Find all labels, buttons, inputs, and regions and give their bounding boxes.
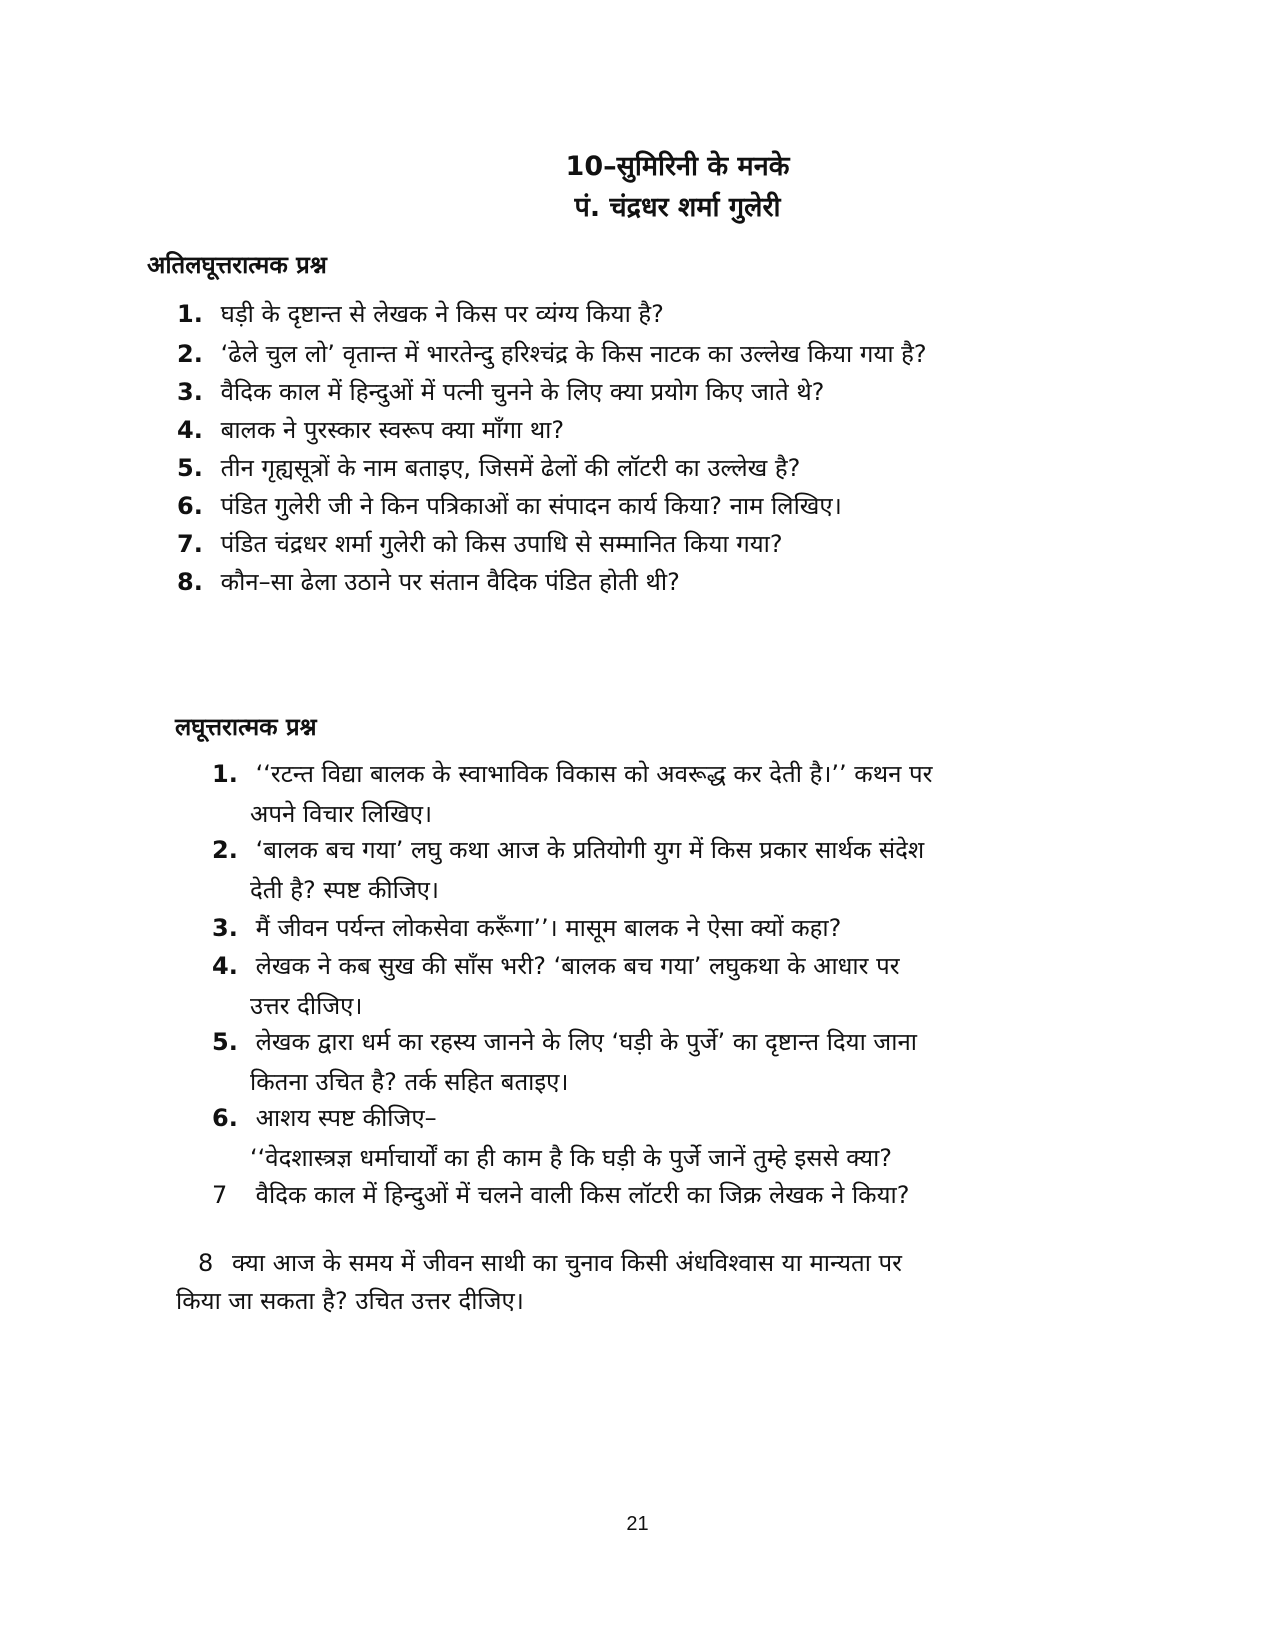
author-name: पं. चंद्रधर शर्मा गुलेरी (574, 192, 781, 223)
list-item: 1. ‘‘रटन्त विद्या बालक के स्वाभाविक विकास को अवरूद्ध कर देती है।’’ कथन पर अपने विचार लिखिए। (212, 760, 933, 828)
list-item: 8. कौन–सा ढेला उठाने पर संतान वैदिक पंडित होती थी? (177, 568, 680, 596)
list-item: 3. मैं जीवन पर्यन्त लोकसेवा करूँगा’’। मासूम बालक ने ऐसा क्यों कहा? (212, 914, 842, 942)
list-item: 7 वैदिक काल में हिन्दुओं में चलने वाली किस लॉटरी का जिक्र लेखक ने किया? (212, 1181, 910, 1209)
list-item: 4. लेखक ने कब सुख की साँस भरी? ‘बालक बच गया’ लघुकथा के आधार पर उत्तर दीजिए। (212, 952, 900, 1020)
page-number: 21 (626, 1513, 649, 1535)
list-item: 3. वैदिक काल में हिन्दुओं में पत्नी चुनने के लिए क्या प्रयोग किए जाते थे? (177, 378, 825, 406)
list-item: 1. घड़ी के दृष्टान्त से लेखक ने किस पर व्यंग्य किया है? (177, 300, 664, 328)
list-item: 6. आशय स्पष्ट कीजिए– ‘‘वेदशास्त्रज्ञ धर्माचार्यों का ही काम है कि घड़ी के पुर्जे जानें तुम्हे इससे क्या? (212, 1104, 893, 1172)
section-heading-very-short: अतिलघूत्तरात्मक प्रश्न (147, 251, 327, 279)
list-item-continuation: किया जा सकता है? उचित उत्तर दीजिए। (176, 1287, 524, 1315)
list-item: 6. पंडित गुलेरी जी ने किन पत्रिकाओं का संपादन कार्य किया? नाम लिखिए। (177, 492, 842, 520)
list-item: 4. बालक ने पुरस्कार स्वरूप क्या माँगा था? (177, 416, 565, 444)
list-item: 8 क्या आज के समय में जीवन साथी का चुनाव किसी अंधविश्वास या मान्यता पर (198, 1249, 902, 1277)
section-heading-short: लघूत्तरात्मक प्रश्न (175, 713, 317, 741)
list-item: 5. लेखक द्वारा धर्म का रहस्य जानने के लिए ‘घड़ी के पुर्जे’ का दृष्टान्त दिया जाना कितना उचित है? तर्क सहित बताइए। (212, 1028, 917, 1096)
list-item: 2. ‘बालक बच गया’ लघु कथा आज के प्रतियोगी युग में किस प्रकार सार्थक संदेश देती है? स्पष्ट कीजिए। (212, 836, 925, 904)
chapter-title: 10–सुमिरिनी के मनके (565, 151, 790, 182)
list-item: 5. तीन गृह्यसूत्रों के नाम बताइए, जिसमें ढेलों की लॉटरी का उल्लेख है? (177, 454, 801, 482)
list-item: 2. ‘ढेले चुल लो’ वृतान्त में भारतेन्दु हरिश्चंद्र के किस नाटक का उल्लेख किया गया है? (177, 340, 927, 368)
list-item: 7. पंडित चंद्रधर शर्मा गुलेरी को किस उपाधि से सम्मानित किया गया? (177, 530, 783, 558)
